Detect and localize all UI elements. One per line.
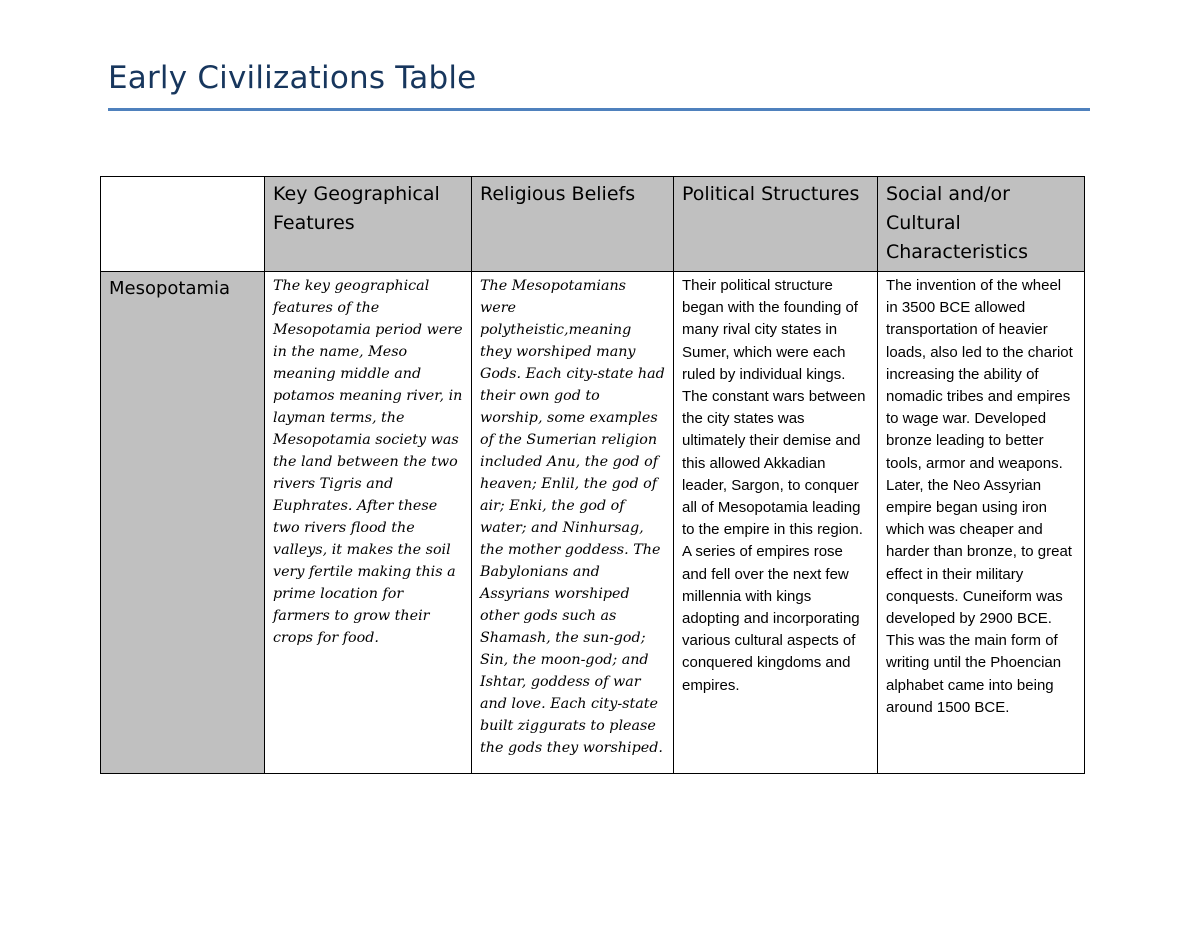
cell-geography: The key geographical features of the Mesopotamia period were in the name, Meso meaning middle and potamos meaning river, in layman terms, the Mesopotamia society was the land between the two rivers Tigris and Euphrates. After these two rivers flood the valleys, it makes the soil very fertile making this a prime location for farmers to grow their crops for food. [265,272,472,774]
civilizations-table [100,176,1085,774]
header-key-geographical-features: Key Geographical Features [265,177,472,272]
row-label-mesopotamia: Mesopotamia [101,272,265,774]
title-divider [108,108,1090,111]
cell-religion: The Mesopotamians were polytheistic,meaning they worshiped many Gods. Each city-state had their own god to worship, some examples of the Sumerian religion included Anu, the god of heaven; Enlil, the god of air; Enki, the god of water; and Ninhursag, the mother goddess. The Babylonians and Assyrians worshiped other gods such as Shamash, the sun-god; Sin, the moon-god; and Ishtar, goddess of war and love. Each city-state built ziggurats to please the gods they worshiped. [472,272,674,774]
table-header-row [101,177,1085,272]
page-title: Early Civilizations Table [108,60,477,96]
header-social-cultural-characteristics: Social and/or Cultural Characteristics [878,177,1085,272]
cell-social: The invention of the wheel in 3500 BCE allowed transportation of heavier loads, also led to the chariot increasing the ability of nomadic tribes and empires to wage war. Developed bronze leading to better tools, armor and weapons. Later, the Neo Assyrian empire began using iron which was cheaper and harder than bronze, to great effect in their military conquests. Cuneiform was developed by 2900 BCE. This was the main form of writing until the Phoencian alphabet came into being around 1500 BCE. [878,272,1085,774]
header-political-structures: Political Structures [674,177,878,272]
header-corner-cell [101,177,265,272]
table-row [101,272,1085,774]
header-religious-beliefs: Religious Beliefs [472,177,674,272]
cell-politics: Their political structure began with the founding of many rival city states in Sumer, which were each ruled by individual kings. The constant wars between the city states was ultimately their demise and this allowed Akkadian leader, Sargon, to conquer all of Mesopotamia leading to the empire in this region. A series of empires rose and fell over the next few millennia with kings adopting and incorporating various cultural aspects of conquered kingdoms and empires. [674,272,878,774]
